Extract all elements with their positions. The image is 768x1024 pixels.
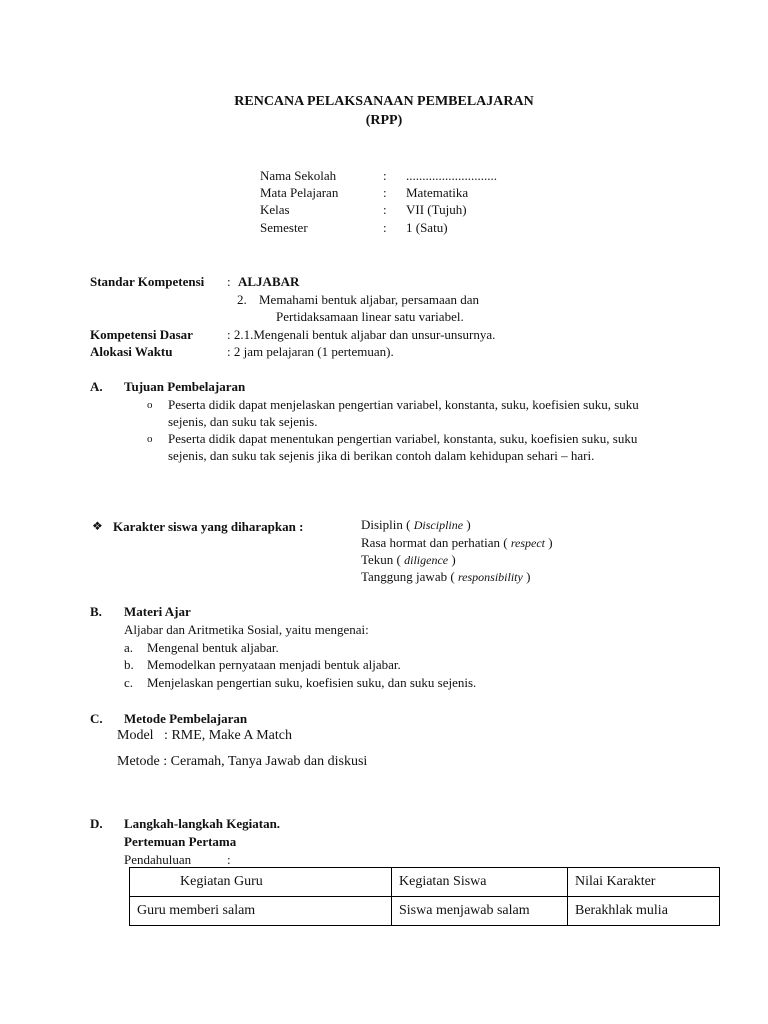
objective-2-line2: sejenis, dan suku tak sejenis jika di berikan contoh dalam kehidupan sehari – hari. [168,448,595,463]
karakter-item-respect: Rasa hormat dan perhatian ( respect ) [361,535,553,550]
identity-value-school: ............................ [406,168,497,183]
materi-item-b: Memodelkan pernyataan menjadi bentuk aljabar. [147,657,401,672]
sk-label: Standar Kompetensi [90,274,205,289]
materi-item-c: Menjelaskan pengertian suku, koefisien suku, dan suku sejenis. [147,675,477,690]
section-a-heading: Tujuan Pembelajaran [124,379,246,394]
identity-value-class: VII (Tujuh) [406,202,467,217]
materi-marker: c. [124,675,134,690]
identity-label-semester: Semester [260,220,308,235]
section-d-heading: Langkah-langkah Kegiatan. [124,816,281,831]
table-header-siswa: Kegiatan Siswa [392,868,568,897]
karakter-label: Karakter siswa yang diharapkan : [113,519,304,534]
sk-value: ALJABAR [238,274,300,289]
aw-label: Alokasi Waktu [90,344,173,359]
metode-model: Model : RME, Make A Match [117,728,292,743]
identity-value-semester: 1 (Satu) [406,220,448,235]
section-a-letter: A. [90,379,103,394]
metode-metode: Metode : Ceramah, Tanya Jawab dan diskusi [117,754,368,769]
identity-colon: : [383,220,387,235]
bullet-circle-icon: o [147,433,153,445]
identity-colon: : [383,202,387,217]
table-header-row [130,868,720,897]
materi-intro: Aljabar dan Aritmetika Sosial, yaitu mengenai: [124,622,369,637]
identity-label-class: Kelas [260,202,290,217]
materi-marker: b. [124,657,134,672]
sk-item-line2: Pertidaksamaan linear satu variabel. [276,309,464,324]
table-cell: Berakhlak mulia [568,897,720,926]
karakter-item-responsibility: Tanggung jawab ( responsibility ) [361,569,531,584]
kd-label: Kompetensi Dasar [90,327,193,342]
identity-label-subject: Mata Pelajaran [260,185,339,200]
karakter-item-diligence: Tekun ( diligence ) [361,552,456,567]
table-row [130,897,720,926]
identity-value-subject: Matematika [406,185,469,200]
doc-title: RENCANA PELAKSANAAN PEMBELAJARAN [234,94,534,109]
section-c-heading: Metode Pembelajaran [124,711,248,726]
kd-value: : 2.1.Mengenali bentuk aljabar dan unsur-unsurnya. [227,327,496,342]
pendahuluan-colon: : [227,852,231,867]
identity-label-school: Nama Sekolah [260,168,337,183]
identity-colon: : [383,168,387,183]
objective-2-line1: Peserta didik dapat menentukan pengertian variabel, konstanta, suku, koefisien suku, suku [168,431,638,446]
sk-colon: : [227,274,231,289]
aw-value: : 2 jam pelajaran (1 pertemuan). [227,344,394,359]
table-header-karakter: Nilai Karakter [568,868,720,897]
meeting-heading: Pertemuan Pertama [124,834,237,849]
table-header-guru: Kegiatan Guru [130,868,392,897]
section-c-letter: C. [90,711,103,726]
bullet-circle-icon: o [147,399,153,411]
pendahuluan-label: Pendahuluan [124,852,192,867]
karakter-item-discipline: Disiplin ( Discipline ) [361,517,471,532]
section-d-letter: D. [90,816,103,831]
sk-item-number: 2. [237,292,247,307]
objective-1-line1: Peserta didik dapat menjelaskan pengertian variabel, konstanta, suku, koefisien suku, suku [168,397,639,412]
table-cell: Siswa menjawab salam [392,897,568,926]
section-b-letter: B. [90,604,102,619]
objective-1-line2: sejenis, dan suku tak sejenis. [168,414,318,429]
materi-marker: a. [124,640,134,655]
identity-colon: : [383,185,387,200]
table-cell: Guru memberi salam [130,897,392,926]
section-b-heading: Materi Ajar [124,604,191,619]
materi-item-a: Mengenal bentuk aljabar. [147,640,279,655]
sk-item-line1: Memahami bentuk aljabar, persamaan dan [259,292,480,307]
activity-table [129,867,720,926]
doc-subtitle: (RPP) [365,113,403,128]
diamond-bullet-icon: ❖ [92,519,103,533]
